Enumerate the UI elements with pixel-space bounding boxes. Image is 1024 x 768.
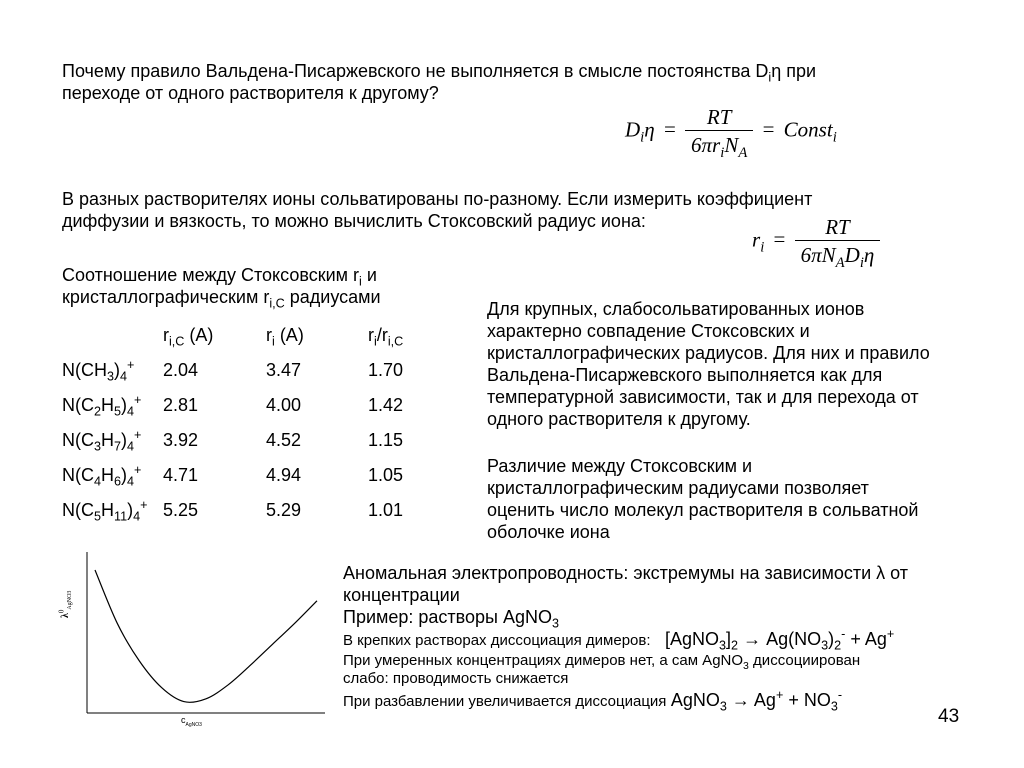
question-line-2: переходе от одного растворителя к другому?: [62, 83, 439, 103]
header-ric: $r_{i,C}$ (A): [163, 325, 214, 349]
radii-table: [62, 318, 448, 528]
ion-cell: $N(CH_3)_4^+$: [62, 358, 135, 384]
moderate-line: При умеренных концентрациях димеров нет, а сам AgNO$_3$ диссоциирован: [343, 652, 861, 672]
walden-fraction: $\frac{RT}{6\pi r_iN_A}$: [685, 104, 753, 159]
stokes-formula: $r_i$ = $\frac{RT}{6\pi N_AD_i\eta}$: [752, 214, 880, 269]
strong-solutions-line: В крепких растворах диссоциация димеров: $[AgNO_3]_2 \to Ag(NO_3)_2^- + Ag^+$: [343, 627, 895, 653]
ion-cell: $N(C_4H_6)_4^+$: [62, 463, 142, 489]
header-ri: $r_i$ (A): [266, 325, 304, 349]
anomalous-line-1: Аномальная электропроводность: экстремумы на зависимости λ от: [343, 563, 909, 583]
table-header-row: [62, 318, 448, 353]
stokes-fraction: $\frac{RT}{6\pi N_AD_i\eta}$: [795, 214, 881, 269]
solvation-text: В разных растворителях ионы сольватированы по-разному. Если измерить коэффициент диффузии и вязкость, то можно вычислить Стоксовский радиус иона:: [62, 189, 813, 231]
walden-formula: $D_i\eta$ = $\frac{RT}{6\pi r_iN_A}$ = Const$_i$: [625, 105, 837, 162]
table-row: $N(C_4H_6)_4^+$ 4.71 4.94 1.05: [62, 458, 448, 493]
dilute-line: При разбавлении увеличивается диссоциация AgNO$_3$ → $Ag^+ + NO_3^-$: [343, 688, 843, 714]
ratio-heading: Соотношение между Стоксовским $r_i$ и кристаллографическим $r_{i,C}$ радиусами: [62, 265, 381, 311]
conductivity-chart: [55, 548, 335, 728]
table-row: $N(C_2H_5)_4^+$ 2.81 4.00 1.42: [62, 388, 448, 423]
page-number: 43: [938, 706, 960, 727]
series-line: [95, 570, 317, 702]
x-axis-label: $c_{AgNO3}$: [181, 715, 202, 728]
header-ratio: $r_i/r_{i,C}$: [368, 325, 404, 349]
ion-cell: $N(C_5H_{11})_4^+$: [62, 498, 148, 524]
difference-text: Различие между Стоксовским и кристаллографическим радиусами позволяет оценить число молекул растворителя в сольватной оболочке иона: [487, 456, 919, 542]
question: [62, 60, 962, 104]
table-row: $N(C_5H_{11})_4^+$ 5.25 5.29 1.01: [62, 493, 448, 528]
ion-cell: $N(C_2H_5)_4^+$: [62, 393, 142, 419]
table-row: $N(CH_3)_4^+$ 2.04 3.47 1.70: [62, 353, 448, 388]
moderate-line-2: слабо: проводимость снижается: [343, 670, 569, 687]
anomalous-section: [343, 562, 983, 714]
large-ions-text: Для крупных, слабосольватированных ионов характерно совпадение Стоксовских и кристаллографических радиусов. Для них и правило Вальдена-Писаржевского выполняется как для температурной зависимости, так и для перехода от одного растворителя к другому.: [487, 299, 930, 429]
table-row: $N(C_3H_7)_4^+$ 3.92 4.52 1.15: [62, 423, 448, 458]
y-axis-label: $\lambda^0_{AgNO3}$: [57, 590, 73, 618]
question-line-1: Почему правило Вальдена-Писаржевского не выполняется в смысле постоянства $D_i\eta$ при: [62, 61, 817, 85]
example-line: Пример: растворы AgNO$_3$: [343, 607, 560, 631]
ion-cell: $N(C_3H_7)_4^+$: [62, 428, 142, 454]
anomalous-line-2: концентрации: [343, 585, 460, 605]
